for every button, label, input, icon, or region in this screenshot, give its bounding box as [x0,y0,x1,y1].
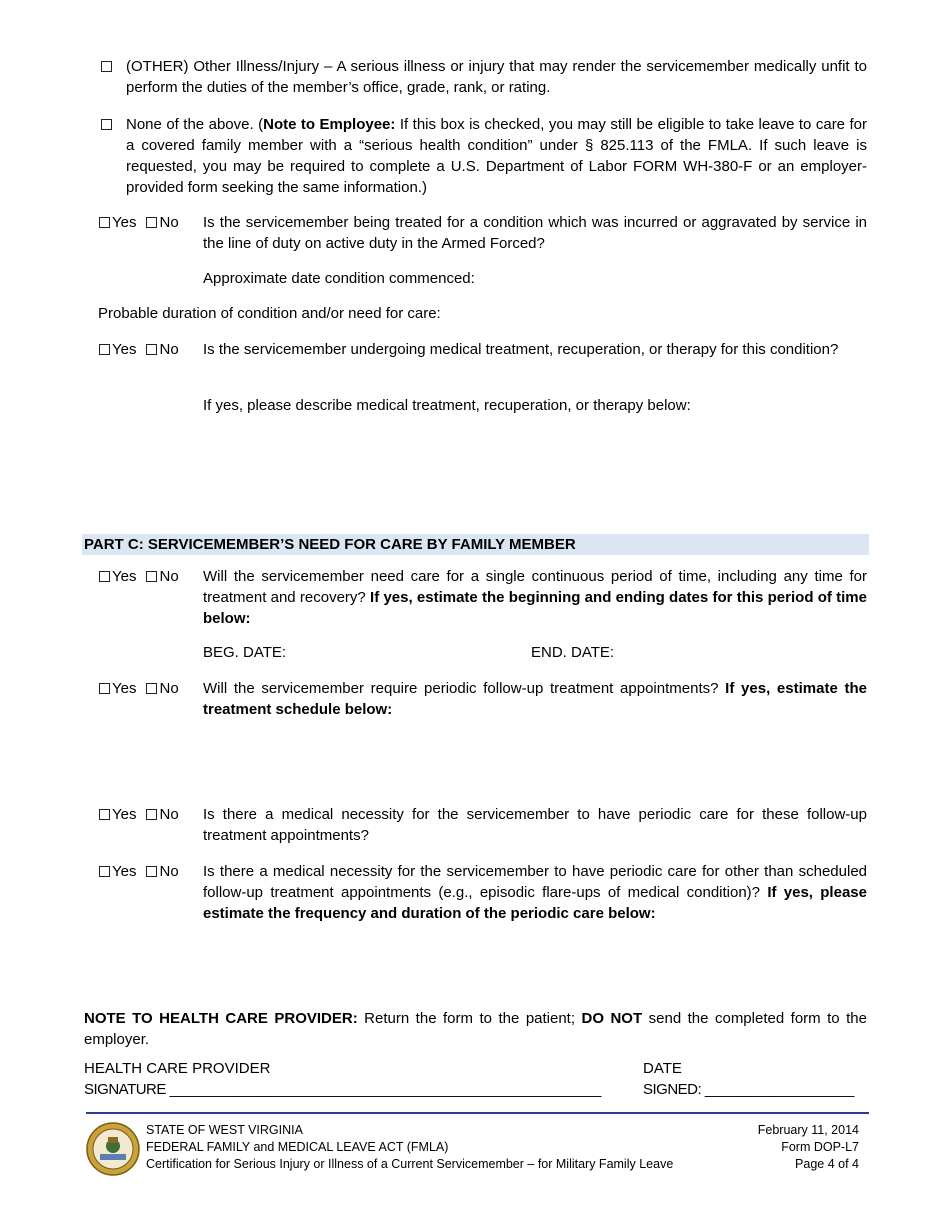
c3-question: Is there a medical necessity for the servicemember to have periodic care for these follow-up treatment appointments? [203,806,867,844]
beg-date-label: BEG. DATE: [203,644,287,661]
c1-yes-no: Yes No [99,566,179,587]
c2-question: Will the servicemember require periodic follow-up treatment appointments? If yes, estimate the treatment schedule below: [203,680,867,718]
c3-no-checkbox[interactable] [146,809,157,820]
none-checkbox[interactable] [101,119,112,130]
other-checkbox[interactable] [101,61,112,72]
c2-yes-checkbox[interactable] [99,683,110,694]
footer-act: FEDERAL FAMILY and MEDICAL LEAVE ACT (FMLA) [146,1140,449,1154]
q1-date-label: Approximate date condition commenced: [203,270,475,287]
signature-line[interactable]: SIGNATURE _______________________________________________________ [84,1081,601,1098]
q2-yes-checkbox[interactable] [99,344,110,355]
signature-label: HEALTH CARE PROVIDER [84,1060,271,1077]
c1-no-checkbox[interactable] [146,571,157,582]
date-signed-line[interactable]: SIGNED: ___________________ [643,1081,854,1098]
other-illness-text: (OTHER) Other Illness/Injury – A serious illness or injury that may render the servicemember medically unfit to perform the duties of the member’s office, grade, rank, or rating. [126,58,867,96]
q2-no-checkbox[interactable] [146,344,157,355]
part-c-heading: PART C: SERVICEMEMBER’S NEED FOR CARE BY FAMILY MEMBER [82,534,869,555]
footer-date: February 11, 2014 [757,1123,859,1137]
duration-label: Probable duration of condition and/or need for care: [98,305,441,322]
c4-yes-no: Yes No [99,861,179,882]
footer-form-number: Form DOP-L7 [781,1140,859,1154]
c2-yes-no: Yes No [99,678,179,699]
footer-cert-title: Certification for Serious Injury or Illness of a Current Servicemember – for Military Family Leave [146,1157,674,1171]
q2-describe-label: If yes, please describe medical treatment, recuperation, or therapy below: [203,397,691,414]
c3-yes-checkbox[interactable] [99,809,110,820]
date-label: DATE [643,1060,682,1077]
provider-note: NOTE TO HEALTH CARE PROVIDER: Return the form to the patient; DO NOT send the completed form to the employer. [84,1010,867,1048]
footer-page-number: Page 4 of 4 [795,1157,859,1171]
c4-no-checkbox[interactable] [146,866,157,877]
west-virginia-seal-icon [86,1122,140,1176]
footer-rule [86,1112,869,1114]
q1-yes-checkbox[interactable] [99,217,110,228]
q2-yes-no: Yes No [99,339,179,360]
c4-question: Is there a medical necessity for the servicemember to have periodic care for other than scheduled follow-up treatment appointments (e.g., episodic flare-ups of medical condition)? If yes, please estimate the frequency and duration of the periodic care below: [203,863,867,922]
q1-yes-no: Yes No [99,212,179,233]
c3-yes-no: Yes No [99,804,179,825]
c1-question: Will the servicemember need care for a single continuous period of time, including any time for treatment and recovery? If yes, estimate the beginning and ending dates for this period of time below: [203,568,867,627]
footer-left [146,1122,673,1173]
end-date-label: END. DATE: [531,644,615,661]
none-of-above-text: None of the above. (Note to Employee: If this box is checked, you may still be eligible to take leave to care for a covered family member with a “serious health condition” under § 825.113 of the FMLA. If such leave is requested, you may be required to complete a U.S. Department of Labor FORM WH-380-F or an employer-provided form seeking the same information.) [126,116,867,196]
c1-yes-checkbox[interactable] [99,571,110,582]
q1-question: Is the servicemember being treated for a condition which was incurred or aggravated by service in the line of duty on active duty in the Armed Forced? [203,214,867,252]
footer-state: STATE OF WEST VIRGINIA [146,1123,303,1137]
q1-no-checkbox[interactable] [146,217,157,228]
q2-question: Is the servicemember undergoing medical treatment, recuperation, or therapy for this condition? [203,341,839,358]
c4-yes-checkbox[interactable] [99,866,110,877]
footer-right [758,1122,859,1173]
c2-no-checkbox[interactable] [146,683,157,694]
